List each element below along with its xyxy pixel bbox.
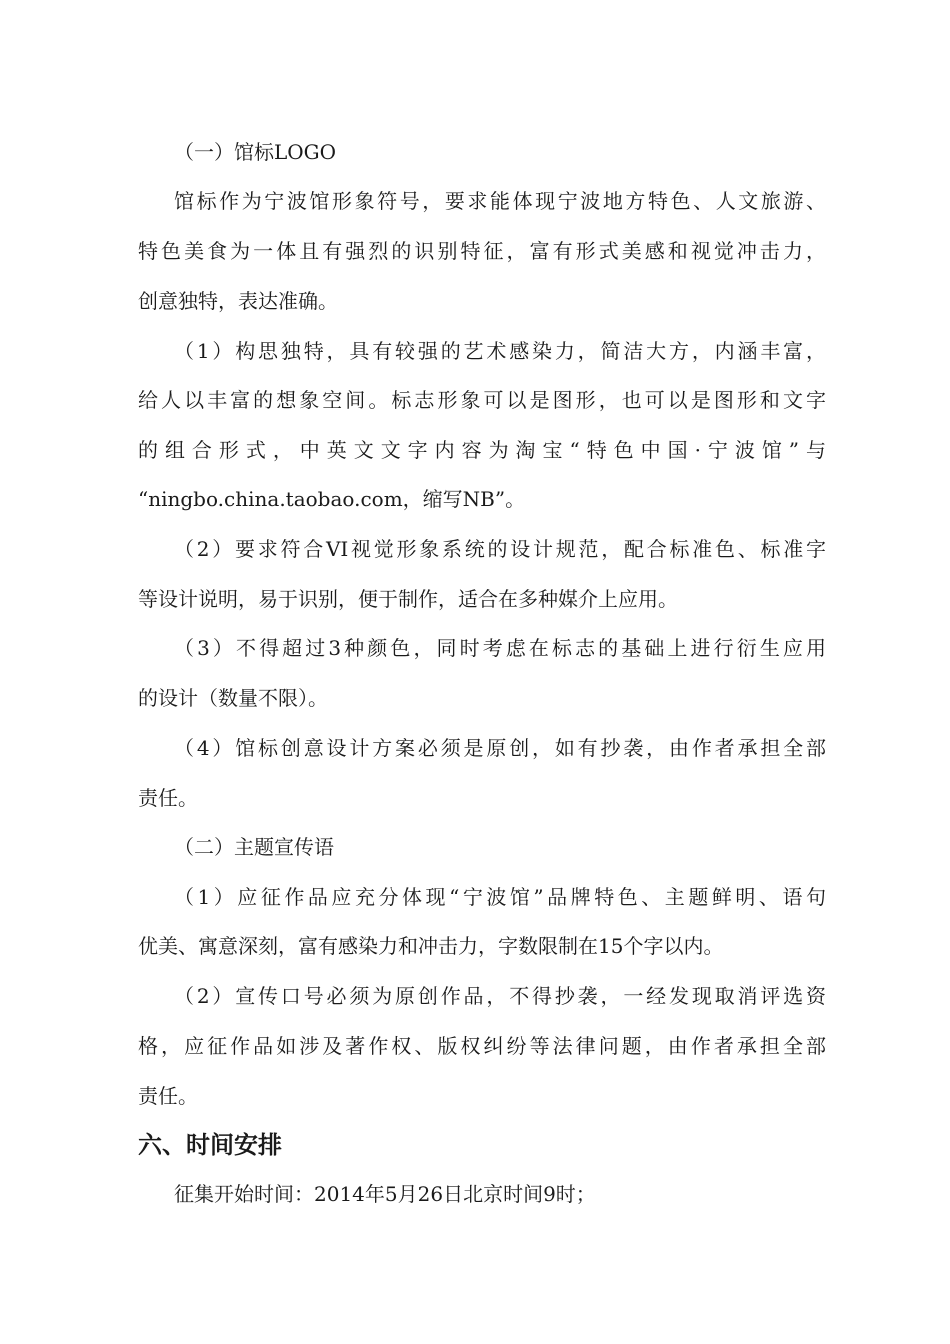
paragraph-line: 征集开始时间：2014年5月26日北京时间9时； xyxy=(174,1182,596,1206)
paragraph-line: （4）馆标创意设计方案必须是原创，如有抄袭，由作者承担全部 xyxy=(174,736,826,760)
paragraph-line: 馆标作为宁波馆形象符号，要求能体现宁波地方特色、人文旅游、 xyxy=(174,189,826,213)
paragraph-line: （2）要求符合VI视觉形象系统的设计规范，配合标准色、标准字 xyxy=(174,537,826,561)
paragraph-line: 责任。 xyxy=(138,1084,198,1108)
paragraph-line: 等设计说明，易于识别，便于制作，适合在多种媒介上应用。 xyxy=(138,587,678,611)
paragraph-line: 格，应征作品如涉及著作权、版权纠纷等法律问题，由作者承担全部 xyxy=(138,1034,826,1058)
subsection-heading-slogan: （二）主题宣传语 xyxy=(174,835,334,859)
paragraph-line: 的组合形式，中英文文字内容为淘宝“特色中国·宁波馆”与 xyxy=(138,438,826,462)
paragraph-line: （1）应征作品应充分体现“宁波馆”品牌特色、主题鲜明、语句 xyxy=(174,885,826,909)
paragraph-line: 特色美食为一体且有强烈的识别特征，富有形式美感和视觉冲击力， xyxy=(138,239,826,263)
paragraph-line: 给人以丰富的想象空间。标志形象可以是图形，也可以是图形和文字 xyxy=(138,388,826,412)
paragraph-line: 的设计（数量不限）。 xyxy=(138,686,328,710)
paragraph-line: 优美、寓意深刻，富有感染力和冲击力，字数限制在15个字以内。 xyxy=(138,934,724,958)
paragraph-line: （3）不得超过3种颜色，同时考虑在标志的基础上进行衍生应用 xyxy=(174,636,826,660)
paragraph-line: （2）宣传口号必须为原创作品，不得抄袭，一经发现取消评选资 xyxy=(174,984,826,1008)
paragraph-line: 责任。 xyxy=(138,786,198,810)
paragraph-line: （1）构思独特，具有较强的艺术感染力，简洁大方，内涵丰富， xyxy=(174,339,826,363)
paragraph-line: 创意独特，表达准确。 xyxy=(138,289,338,313)
subsection-heading-logo: （一）馆标LOGO xyxy=(174,140,337,164)
section-heading-schedule: 六、时间安排 xyxy=(138,1131,282,1159)
paragraph-line: “ningbo.china.taobao.com，缩写NB”。 xyxy=(138,487,526,511)
